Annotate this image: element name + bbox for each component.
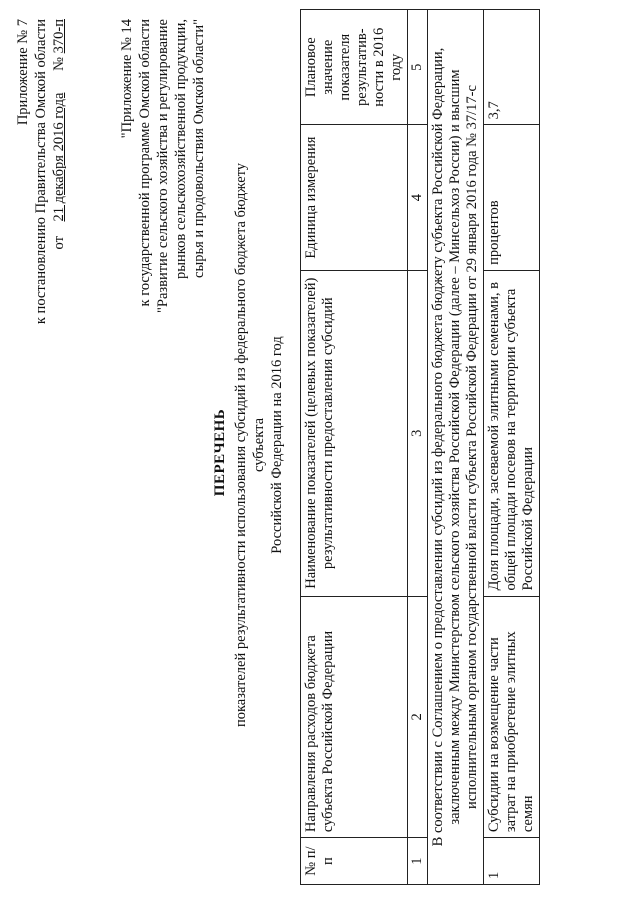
row-value: 3,7	[484, 10, 540, 125]
agreement-row	[428, 10, 484, 885]
annex-7-date: 21 декабря 2016 года	[51, 92, 67, 222]
annex-7-resolution: к постановлению Правительства Омской области	[33, 19, 49, 325]
document-subtitle: показателей результативности использования субсидий из федерального бюджета бюджету субъекта Российской Федерации на 2016 год	[233, 162, 285, 728]
annex-7-number: 370-п	[51, 19, 67, 54]
annex-7-header	[14, 19, 68, 349]
row-number: 1	[484, 838, 540, 885]
table-row	[484, 10, 540, 885]
table-header-row	[301, 10, 408, 885]
row-unit: процентов	[484, 125, 540, 270]
annex-7-title: Приложение № 7	[15, 19, 31, 126]
header-unit: Единица измерения	[301, 125, 408, 270]
row-direction: Субсидии на возмещение части затрат на приобретение элитных семян	[484, 596, 540, 838]
header-value: Плановое значение показателя результатив-ности в 2016 году	[301, 10, 408, 125]
header-number: № п/п	[301, 838, 408, 885]
annex-7-date-line: от 21 декабря 2016 года № 370-п	[51, 19, 67, 250]
document-title: ПЕРЕЧЕНЬ	[212, 408, 228, 497]
row-indicator: Доля площади, засеваемой элитными семенами, в общей площади посевов на территории субъекта Российской Федерации	[484, 270, 540, 596]
agreement-text: В соответствии с Соглашением о предоставлении субсидий из федерального бюджета бюджету субъекта Российской Федерации, заключенным между Министерством сельского хозяйства Российской Федерации (далее – Минсельхоз России) и высшим исполнительным органом государственной власти субъекта Российской Федерации от 29 января 2016 года № 37/17-с	[428, 10, 484, 885]
column-numbers-row: 1 2 3 4 5	[408, 10, 428, 885]
indicators-table	[300, 9, 540, 885]
header-direction: Направления расходов бюджета субъекта Российской Федерации	[301, 596, 408, 838]
header-indicator: Наименование показателей (целевых показателей) результативности предоставления субсидий	[301, 270, 408, 596]
annex-14-header: "Приложение № 14 к государственной программе Омской области "Развитие сельского хозяйства и регулирование рынков сельскохозяйственной продукции, сырья и продовольствия Омской области"	[119, 19, 207, 314]
